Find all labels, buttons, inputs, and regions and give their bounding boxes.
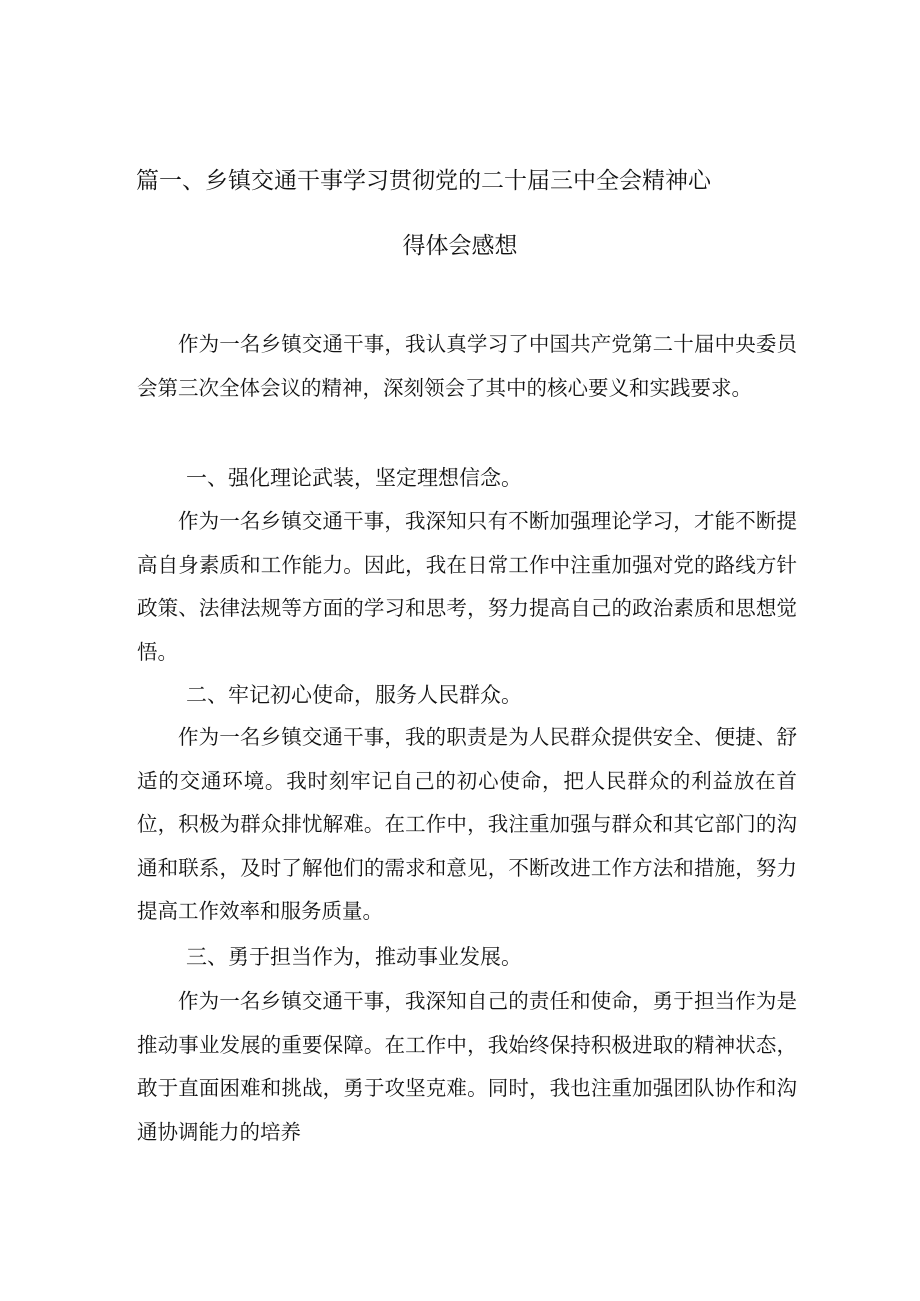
intro-paragraph: 作为一名乡镇交通干事，我认真学习了中国共产党第二十届中央委员会第三次全体会议的精神，深刻领会了其中的核心要义和实践要求。 [137, 332, 797, 400]
section-paragraph-1: 作为一名乡镇交通干事，我深知只有不断加强理论学习，才能不断提高自身素质和工作能力。因此，我在日常工作中注重加强对党的路线方针政策、法律法规等方面的学习和思考，努力提高自己的政治素质和思想觉悟。 [137, 509, 797, 664]
section-paragraph-3: 作为一名乡镇交通干事，我深知自己的责任和使命，勇于担当作为是推动事业发展的重要保障。在工作中，我始终保持积极进取的精神状态，敢于直面困难和挑战，勇于攻坚克难。同时，我也注重加强团队协作和沟通协调能力的培养 [137, 989, 797, 1144]
section-paragraph-2: 作为一名乡镇交通干事，我的职责是为人民群众提供安全、便捷、舒适的交通环境。我时刻牢记自己的初心使命，把人民群众的利益放在首位，积极为群众排忧解难。在工作中，我注重加强与群众和其它部门的沟通和联系，及时了解他们的需求和意见，不断改进工作方法和措施，努力提高工作效率和服务质量。 [137, 725, 797, 923]
section-heading-2: 二、牢记初心使命，服务人民群众。 [186, 683, 522, 707]
section-heading-3: 三、勇于担当作为，推动事业发展。 [186, 945, 522, 969]
section-heading-1: 一、强化理论武装，坚定理想信念。 [186, 466, 522, 490]
document-title-line-1: 篇一、乡镇交通干事学习贯彻党的二十届三中全会精神心 [136, 168, 711, 194]
document-title-line-2: 得体会感想 [402, 233, 518, 259]
